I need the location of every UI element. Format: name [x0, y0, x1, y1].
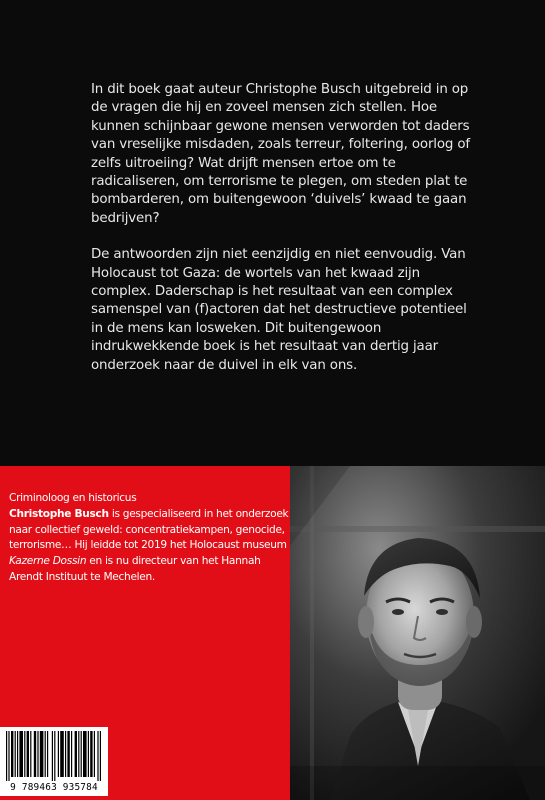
book-blurb: [91, 81, 471, 393]
blurb-paragraph-1: In dit boek gaat auteur Christophe Busch uitgebreid in op de vragen die hij en zoveel mensen zich stellen. Hoe kunnen schijnbaar gewone mensen verworden tot daders van vreselijke misdaden, zoals terreur, foltering, oorlog of zelfs uitroeiing? Wat drijft mensen ertoe om te radicaliseren, om terrorisme te plegen, om steden plat te bombarderen, om buitengewoon ‘duivels’ kwaad te gaan bedrijven?: [91, 82, 470, 226]
bio-text-2: en is nu directeur van het Hannah Arendt Instituut te Mechelen.: [9, 555, 261, 583]
isbn-barcode: [0, 727, 108, 796]
author-name: Christophe Busch: [9, 507, 109, 520]
author-bio: [9, 491, 291, 586]
bio-intro: Criminoloog en historicus: [9, 492, 137, 504]
author-bio-panel: [0, 466, 290, 800]
bio-text-1: is gespecialiseerd in het onderzoek naar collectief geweld: concentratiekampen, genocide, terrorisme… Hij leidde tot 2019 het Holocaust museum: [9, 507, 289, 552]
author-photo: [290, 466, 545, 800]
blurb-paragraph-2: De antwoorden zijn niet eenzijdig en niet eenvoudig. Van Holocaust tot Gaza: de wortels van het kwaad zijn complex. Daderschap is het resultaat van een complex samenspel van (f)actoren dat het destructieve potentieel in de mens kan losweken. Dit buitengewoon indrukwekkende boek is het resultaat van dertig jaar onderzoek naar de duivel in elk van ons.: [91, 247, 467, 373]
barcode-bars: [0, 727, 108, 783]
museum-name: Kazerne Dossin: [9, 555, 87, 568]
back-cover-bottom-panel: [0, 466, 545, 800]
author-portrait-image: [290, 466, 545, 800]
isbn-digits: 9 789463 935784: [10, 782, 98, 793]
